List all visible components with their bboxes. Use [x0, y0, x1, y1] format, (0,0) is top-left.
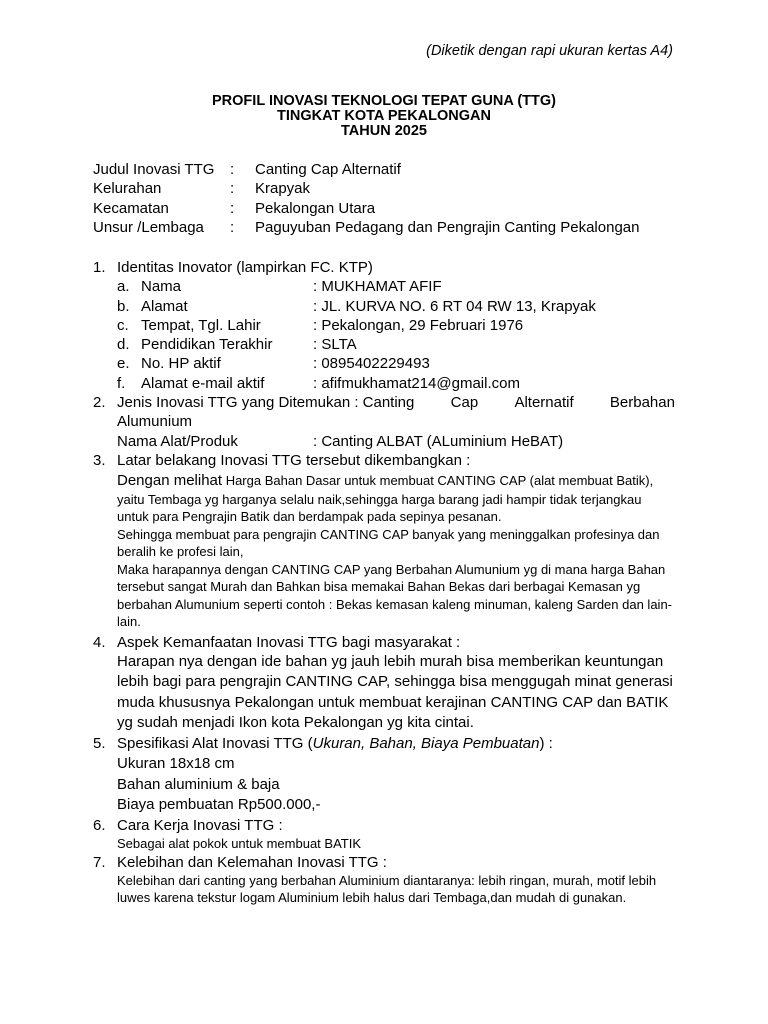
- row-label: Alamat: [141, 297, 188, 315]
- section-5: [93, 734, 675, 816]
- section-title: Latar belakang Inovasi TTG tersebut dikembangkan :: [117, 451, 471, 469]
- field-label: Unsur /Lembaga: [93, 218, 204, 236]
- section-title-continued: Alumunium: [117, 413, 193, 431]
- title-italic-text: Ukuran, Bahan, Biaya Pembuatan: [312, 734, 540, 752]
- field-colon: :: [230, 161, 235, 178]
- header-row-kecamatan: [93, 199, 639, 218]
- background-paragraph-3: Maka harapannya dengan CANTING CAP yang Berbahan Alumunium yg di mana harga Bahan tersebut sangat Murah dan Bahkan bisa memakai Bahan Bekas dari berbagai Kemasan yg berbahan Alumunium seperti contoh : Bekas kemasan kaleng minuman, kaleng Sarden dan lain-lain.: [117, 561, 673, 630]
- section-7: [93, 853, 675, 907]
- row-label: Nama: [141, 278, 182, 296]
- section-title: [117, 734, 675, 755]
- header-fields: [93, 160, 639, 237]
- spec-material: Bahan aluminium & baja: [117, 775, 280, 793]
- title-word: Alternatif: [514, 394, 574, 412]
- background-paragraph-1: [117, 471, 675, 525]
- section-title: [117, 393, 675, 412]
- section-1: [93, 258, 675, 393]
- identity-row: [117, 277, 675, 296]
- row-label: Nama Alat/Produk: [117, 432, 238, 450]
- how-it-works-text: Sebagai alat pokok untuk membuat BATIK: [117, 836, 362, 852]
- row-letter: b.: [117, 297, 130, 315]
- field-colon: :: [230, 218, 235, 236]
- benefit-paragraph: Harapan nya dengan ide bahan yg jauh lebih murah bisa memberikan keuntungan lebih bagi para pengrajin CANTING CAP, sehingga bisa menggugah minat generasi muda khususnya Pekalongan untuk membuat kerajinan CANTING CAP dan BATIK yg sudah menjadi Ikon kota Pekalongan yg kita cintai.: [117, 652, 673, 732]
- field-value: Krapyak: [255, 180, 311, 198]
- section-number: 3.: [93, 451, 106, 469]
- row-value: : Canting ALBAT (ALuminium HeBAT): [313, 432, 564, 450]
- field-value: Paguyuban Pedagang dan Pengrajin Canting Pekalongan: [255, 218, 640, 236]
- paper-size-note: (Diketik dengan rapi ukuran kertas A4): [426, 43, 673, 59]
- field-value: Pekalongan Utara: [255, 199, 376, 217]
- row-value: : 0895402229493: [313, 355, 430, 373]
- title-line-1: PROFIL INOVASI TEKNOLOGI TEPAT GUNA (TTG): [212, 93, 556, 109]
- paragraph-text: Harga Bahan Dasar untuk membuat CANTING CAP (alat membuat Batik), yaitu Tembaga yg harganya selalu naik,sehingga harga barang jadi hampir tidak terjangkau untuk para Pengrajin Batik dan berdampak pada sepinya pesanan.: [117, 473, 654, 525]
- section-number: 5.: [93, 734, 106, 752]
- identity-row: [117, 374, 675, 393]
- section-title: Identitas Inovator (lampirkan FC. KTP): [117, 259, 373, 276]
- row-label: No. HP aktif: [141, 355, 221, 373]
- row-value: : MUKHAMAT AFIF: [313, 278, 442, 296]
- row-label: Tempat, Tgl. Lahir: [141, 316, 261, 334]
- field-label: Kelurahan: [93, 180, 162, 198]
- identity-table: [117, 277, 675, 393]
- identity-row: [117, 354, 675, 373]
- row-letter: e.: [117, 355, 130, 373]
- section-2: [93, 393, 675, 451]
- section-number: 2.: [93, 394, 106, 412]
- row-value: : Pekalongan, 29 Februari 1976: [313, 316, 524, 334]
- row-value: : SLTA: [313, 336, 357, 354]
- pros-cons-text: Kelebihan dari canting yang berbahan Aluminium diantaranya: lebih ringan, murah, motif lebih luwes karena tekstur logam Aluminium lebih halus dari Tembaga,dan mudah di gunakan.: [117, 872, 657, 906]
- section-6: [93, 816, 675, 853]
- title-text: Spesifikasi Alat Inovasi TTG (: [117, 734, 313, 752]
- background-paragraph-2: Sehingga membuat para pengrajin CANTING CAP banyak yang meninggalkan profesinya dan beralih ke profesi lain,: [117, 526, 660, 560]
- section-number: 1.: [93, 259, 106, 276]
- row-letter: f.: [117, 374, 126, 392]
- title-word: Cap: [450, 394, 479, 412]
- title-word: Jenis Inovasi TTG yang Ditemukan : Canting: [117, 394, 415, 412]
- header-row-judul: [93, 160, 639, 179]
- row-letter: c.: [117, 316, 129, 334]
- section-title: Cara Kerja Inovasi TTG :: [117, 816, 283, 834]
- row-label: Pendidikan Terakhir: [141, 336, 273, 354]
- section-4: [93, 633, 675, 734]
- title-line-2: TINGKAT KOTA PEKALONGAN: [277, 108, 491, 124]
- field-colon: :: [230, 180, 235, 198]
- row-letter: a.: [117, 278, 130, 296]
- spec-size: Ukuran 18x18 cm: [117, 755, 235, 773]
- row-letter: d.: [117, 336, 130, 354]
- identity-row: [117, 297, 675, 316]
- section-3: [93, 451, 675, 631]
- section-number: 6.: [93, 816, 106, 834]
- sections-list: [93, 258, 675, 907]
- row-value: : afifmukhamat214@gmail.com: [313, 374, 520, 392]
- identity-row: [117, 335, 675, 354]
- paragraph-lead: Dengan melihat: [117, 472, 223, 490]
- field-label: Kecamatan: [93, 199, 169, 217]
- section-title: Aspek Kemanfaatan Inovasi TTG bagi masyarakat :: [117, 633, 461, 651]
- row-label: Alamat e-mail aktif: [141, 374, 265, 392]
- title-text: ) :: [539, 734, 553, 752]
- title-line-3: TAHUN 2025: [341, 123, 427, 139]
- row-value: : JL. KURVA NO. 6 RT 04 RW 13, Krapyak: [313, 297, 596, 315]
- document-title: [0, 94, 768, 139]
- identity-row: [117, 316, 675, 335]
- field-colon: :: [230, 199, 235, 217]
- section-title: Kelebihan dan Kelemahan Inovasi TTG :: [117, 853, 387, 871]
- header-row-lembaga: [93, 218, 639, 237]
- section-number: 7.: [93, 853, 106, 871]
- field-value: Canting Cap Alternatif: [255, 161, 401, 178]
- section-number: 4.: [93, 633, 106, 651]
- title-word: Berbahan: [609, 394, 675, 412]
- spec-cost: Biaya pembuatan Rp500.000,-: [117, 796, 321, 814]
- product-name-row: [117, 432, 675, 451]
- header-row-kelurahan: [93, 179, 639, 198]
- field-label: Judul Inovasi TTG: [93, 161, 215, 178]
